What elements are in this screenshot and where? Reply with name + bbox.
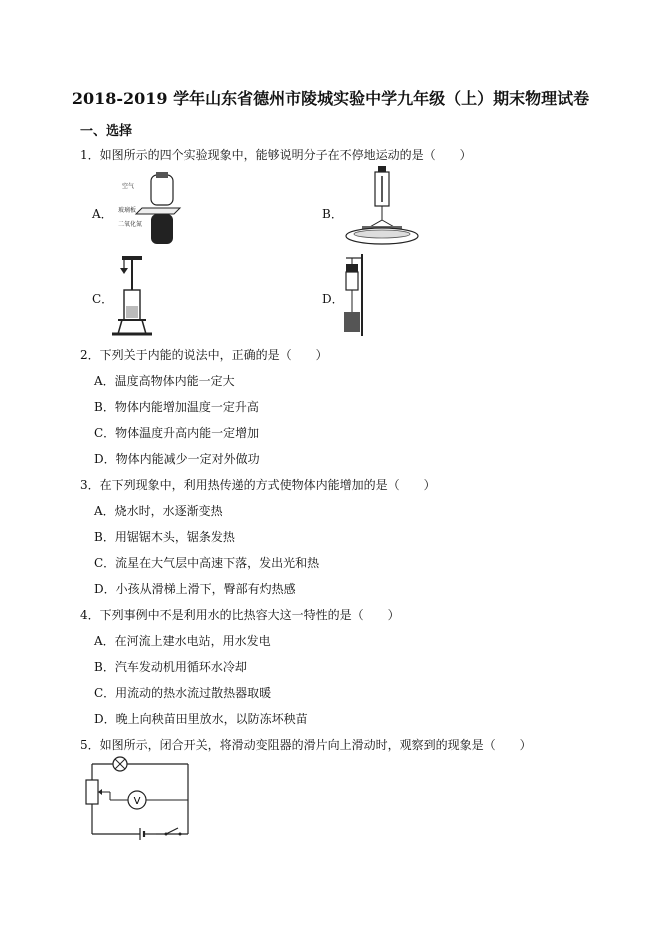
figure-spring-scale-glass <box>342 166 420 252</box>
question-3-stem: 3．在下列现象中，利用热传递的方式使物体内能增加的是（ ） <box>80 478 436 492</box>
q2-option-b: B．物体内能增加温度一定升高 <box>94 400 259 414</box>
q3-option-a: A．烧水时，水逐渐变热 <box>94 504 223 518</box>
section-heading: 一、选择 <box>80 124 133 139</box>
q1-label-a: A． <box>92 207 113 221</box>
q3-option-c: C．流星在大气层中高速下落，发出光和热 <box>94 556 320 570</box>
question-5-stem: 5．如图所示，闭合开关，将滑动变阻器的滑片向上滑动时，观察到的现象是（ ） <box>80 738 532 752</box>
figure-compression-ignition <box>108 254 154 338</box>
fig-a-label-glass: 玻璃板 <box>118 207 137 214</box>
figure-lead-blocks <box>340 254 370 338</box>
q4-option-a: A．在河流上建水电站，用水发电 <box>94 634 271 648</box>
q2-option-c: C．物体温度升高内能一定增加 <box>94 426 260 440</box>
q4-option-b: B．汽车发动机用循环水冷却 <box>94 660 247 674</box>
figure-gas-diffusion <box>116 172 182 246</box>
question-4-stem: 4．下列事例中不是利用水的比热容大这一特性的是（ ） <box>80 608 400 622</box>
figure-circuit-diagram <box>80 758 192 838</box>
q4-option-d: D．晚上向秧苗田里放水，以防冻坏秧苗 <box>94 712 308 726</box>
q3-option-b: B．用锯锯木头，锯条发热 <box>94 530 235 544</box>
voltmeter-icon <box>128 791 146 809</box>
q4-option-c: C．用流动的热水流过散热器取暖 <box>94 686 272 700</box>
q3-option-d: D．小孩从滑梯上滑下，臀部有灼热感 <box>94 582 296 596</box>
lamp-icon <box>113 757 127 771</box>
voltmeter-label: V <box>133 796 141 807</box>
q2-option-a: A．温度高物体内能一定大 <box>94 374 235 388</box>
q1-label-d: D． <box>322 292 344 306</box>
fig-a-label-air: 空气 <box>122 183 135 190</box>
q1-label-c: C． <box>92 292 114 306</box>
question-1-stem: 1．如图所示的四个实验现象中，能够说明分子在不停地运动的是（ ） <box>80 148 472 162</box>
document-title: 2018-2019 学年山东省德州市陵城实验中学九年级（上）期末物理试卷 <box>71 89 590 108</box>
rheostat-icon <box>86 780 98 804</box>
q2-option-d: D．物体内能减少一定对外做功 <box>94 452 260 466</box>
battery-icon <box>140 828 144 840</box>
q1-label-b: B． <box>322 207 343 221</box>
question-2-stem: 2．下列关于内能的说法中，正确的是（ ） <box>80 348 328 362</box>
fig-a-label-no2: 二氧化氮 <box>118 221 143 228</box>
